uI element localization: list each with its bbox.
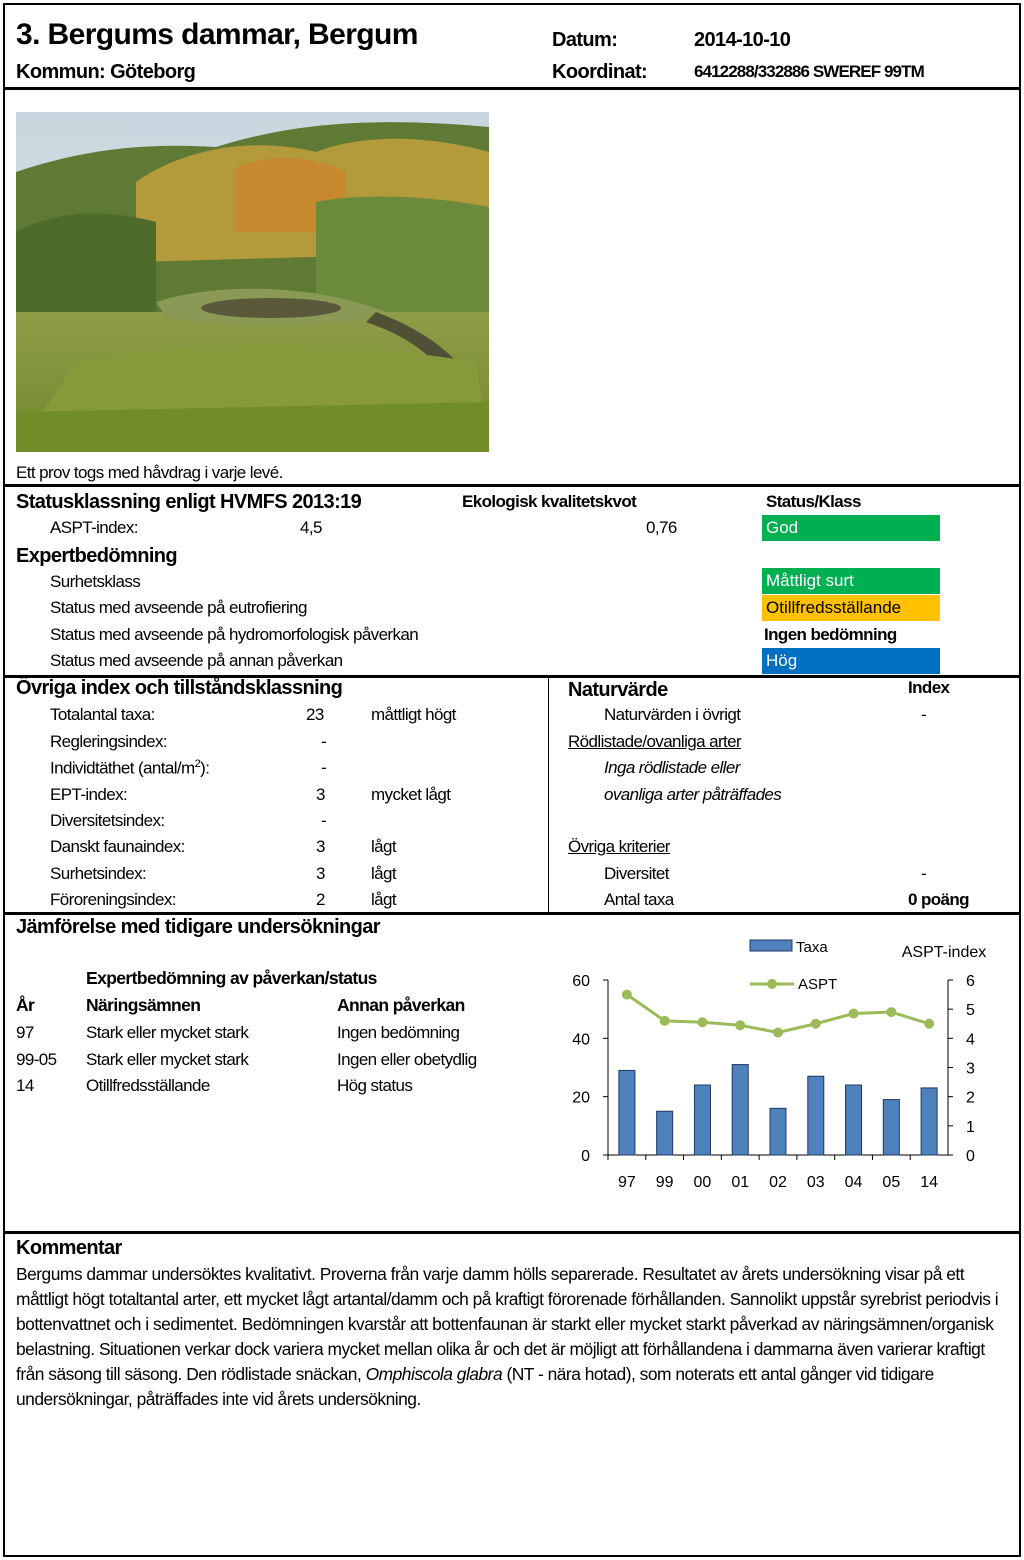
- x-tick-label: 04: [844, 1174, 863, 1191]
- hydromorfologisk-value: Ingen bedömning: [764, 625, 897, 644]
- diversitet-label: Diversitet: [604, 864, 669, 883]
- naturvarde-index-heading: Index: [908, 678, 950, 697]
- col-year-header: År: [16, 995, 35, 1015]
- eutrofiering-label: Status med avseende på eutrofiering: [50, 598, 307, 617]
- ovriga-row-class: lågt: [371, 890, 397, 909]
- x-tick-label: 99: [655, 1174, 674, 1191]
- ovriga-row-label: EPT-index:: [50, 785, 128, 804]
- pond-landscape-image: [16, 112, 489, 452]
- status-heading: Statusklassning enligt HVMFS 2013:19: [16, 491, 362, 513]
- history-nut: Otillfredsställande: [86, 1076, 210, 1095]
- kommentar-text: [16, 1262, 1006, 1412]
- ovriga-heading: Övriga index och tillståndsklassning: [16, 677, 343, 699]
- ovriga-row-label: Danskt faunaindex:: [50, 837, 185, 856]
- antal-taxa-label: Antal taxa: [604, 890, 674, 909]
- aspt-value: 4,5: [300, 518, 322, 537]
- annan-paverkan-text: Hög: [766, 651, 798, 670]
- ovriga-row-label: Diversitetsindex:: [50, 811, 165, 830]
- ovriga-row-class: lågt: [371, 864, 397, 883]
- ovriga-row-label: Regleringsindex:: [50, 732, 168, 751]
- diversitet-value: -: [921, 864, 927, 883]
- status-class-heading: Status/Klass: [766, 492, 861, 511]
- koordinat-value: 6412288/332886 SWEREF 99TM: [694, 62, 924, 81]
- y-left-tick-label: 60: [572, 973, 590, 990]
- jamforelse-frame: [3, 913, 1021, 1233]
- ovriga-frame: [3, 676, 1021, 914]
- aspt-ekq: 0,76: [646, 518, 677, 537]
- x-tick-label: 00: [693, 1174, 712, 1191]
- datum-value: 2014-10-10: [694, 29, 791, 51]
- individtathet-label-end: ):: [200, 758, 210, 778]
- x-tick-label: 01: [731, 1174, 750, 1191]
- datum-label: Datum:: [552, 29, 618, 51]
- ovriga-row-value: -: [321, 758, 327, 777]
- ovriga-row-value: 2: [316, 890, 325, 909]
- aspt-class-text: God: [766, 518, 799, 537]
- jamforelse-subheading: Expertbedömning av påverkan/status: [86, 968, 377, 988]
- y-right-tick-label: 3: [966, 1060, 975, 1078]
- rodlistade-line2: ovanliga arter påträffades: [604, 785, 782, 804]
- history-year: 99-05: [16, 1050, 57, 1069]
- surhetsklass-badge: [762, 568, 940, 594]
- ovriga-row-value: 3: [316, 785, 325, 804]
- history-other: Ingen bedömning: [337, 1023, 460, 1042]
- kommentar-text-2: (NT - nära hotad), som noterats ett antal gånger vid tidigare undersökningar, påträffades inte vid årets undersökning.: [16, 1364, 934, 1409]
- y-right-tick-label: 2: [966, 1089, 975, 1107]
- page-title: 3. Bergums dammar, Bergum: [16, 18, 418, 51]
- rodlistade-line1: Inga rödlistade eller: [604, 758, 740, 777]
- ovriga-kriterier-heading: Övriga kriterier: [568, 837, 670, 856]
- hydromorfologisk-label: Status med avseende på hydromorfologisk påverkan: [50, 625, 419, 644]
- ovriga-row-label: [50, 758, 209, 779]
- y-right-tick-label: 0: [966, 1148, 975, 1165]
- history-other: Ingen eller obetydlig: [337, 1050, 477, 1069]
- kommentar-text-1: Bergums dammar undersöktes kvalitativt. Proverna från varje damm hölls separerade. Resultatet av årets undersökning visar på ett måttligt högt totaltantal arter, ett mycket lågt artantal/damm och på kraftigt förorenade förhållanden. Sannolikt uppstår syrebrist periodvis i bottenvattnet och i sedimentet. Bedömningen kvarstår att bottenfaunan är starkt eller mycket starkt påverkad av näringsämnen/organisk belastning. Situationen verkar dock variera mycket mellan olika år och det är möjligt att förhållandena i dammarna även varierar kraftigt från säsong till säsong. Den rödlistade snäckan,: [16, 1264, 999, 1384]
- y-right-tick-label: 6: [966, 973, 975, 990]
- naturvarde-heading: Naturvärde: [568, 679, 668, 701]
- antal-taxa-value: 0 poäng: [908, 890, 969, 909]
- legend-aspt-label: ASPT: [798, 976, 838, 993]
- naturvarden-ovrigt-value: -: [921, 705, 927, 724]
- history-year: 14: [16, 1076, 34, 1095]
- ovriga-row-label: Surhetsindex:: [50, 864, 147, 883]
- kommentar-heading: Kommentar: [16, 1237, 122, 1259]
- ekq-heading: Ekologisk kvalitetskvot: [462, 492, 637, 511]
- individtathet-sup: 2: [194, 758, 201, 770]
- ovriga-row-label: Totalantal taxa:: [50, 705, 155, 724]
- individtathet-label: Individtäthet (antal/m: [50, 758, 195, 778]
- ovriga-row-value: 23: [306, 705, 324, 724]
- eutrofiering-text: Otillfredsställande: [766, 598, 902, 617]
- ovriga-row-class: måttligt högt: [371, 705, 456, 724]
- ovriga-row-value: -: [321, 732, 327, 751]
- surhetsklass-label: Surhetsklass: [50, 572, 141, 591]
- expert-heading: Expertbedömning: [16, 545, 178, 567]
- x-tick-label: 02: [769, 1174, 787, 1191]
- annan-paverkan-badge: [762, 648, 940, 674]
- ovriga-divider: [548, 676, 549, 914]
- pond-photo: [16, 112, 489, 452]
- jamforelse-heading: Jämförelse med tidigare undersökningar: [16, 916, 380, 938]
- ovriga-row-value: 3: [316, 864, 325, 883]
- y-left-tick-label: 40: [572, 1031, 590, 1049]
- surhetsklass-text: Måttligt surt: [766, 571, 854, 590]
- history-nut: Stark eller mycket stark: [86, 1023, 249, 1042]
- ovriga-row-class: lågt: [371, 837, 397, 856]
- x-tick-label: 14: [920, 1174, 939, 1191]
- ovriga-row-value: -: [321, 811, 327, 830]
- kommentar-species: Omphiscola glabra: [365, 1364, 503, 1384]
- ovriga-row-value: 3: [316, 837, 325, 856]
- x-tick-label: 05: [882, 1174, 901, 1191]
- col-nut-header: Näringsämnen: [86, 995, 201, 1015]
- kommun-label: Kommun: Göteborg: [16, 61, 196, 83]
- naturvarden-ovrigt-label: Naturvärden i övrigt: [604, 705, 741, 724]
- y-left-tick-label: 20: [572, 1089, 590, 1107]
- ovriga-row-class: mycket lågt: [371, 785, 451, 804]
- legend-taxa-label: Taxa: [796, 939, 828, 956]
- y-right-axis-label: ASPT-index: [901, 944, 987, 961]
- col-other-header: Annan påverkan: [337, 995, 465, 1015]
- y-right-tick-label: 1: [966, 1118, 975, 1136]
- history-other: Hög status: [337, 1076, 413, 1095]
- rodlistade-heading: Rödlistade/ovanliga arter: [568, 732, 742, 751]
- x-tick-label: 97: [617, 1174, 636, 1191]
- ovriga-row-label: Föroreningsindex:: [50, 890, 176, 909]
- aspt-class-badge: [762, 515, 940, 541]
- x-tick-label: 03: [806, 1174, 825, 1191]
- annan-paverkan-label: Status med avseende på annan påverkan: [50, 651, 343, 670]
- history-year: 97: [16, 1023, 34, 1042]
- eutrofiering-badge: [762, 595, 940, 621]
- history-nut: Stark eller mycket stark: [86, 1050, 249, 1069]
- y-left-tick-label: 0: [581, 1148, 590, 1165]
- photo-caption: Ett prov togs med håvdrag i varje levé.: [16, 463, 283, 482]
- y-right-tick-label: 4: [966, 1031, 975, 1049]
- y-right-tick-label: 5: [966, 1002, 975, 1020]
- aspt-label: ASPT-index:: [50, 518, 138, 537]
- koordinat-label: Koordinat:: [552, 61, 648, 83]
